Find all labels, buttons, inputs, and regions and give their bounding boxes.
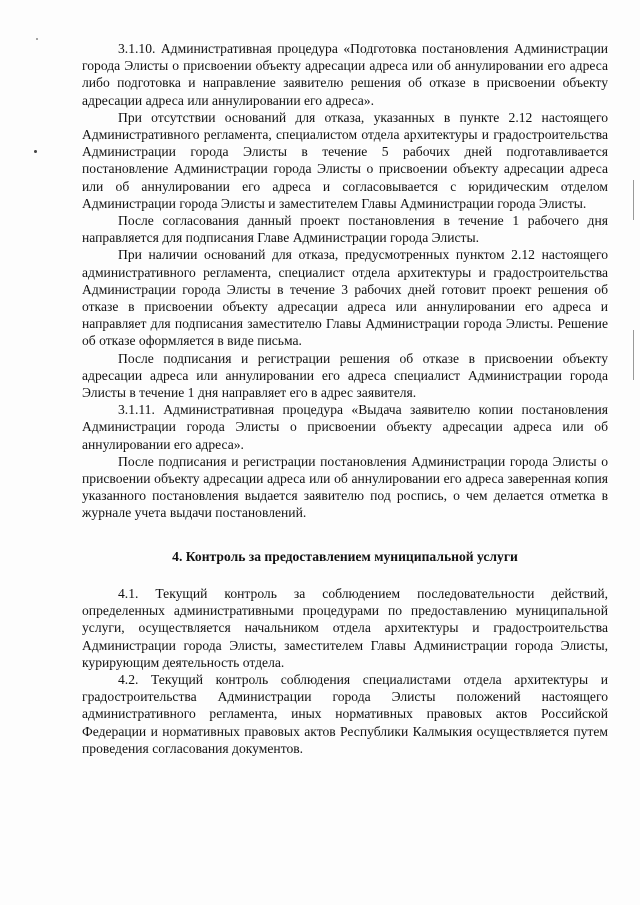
paragraph-4-2: 4.2. Текущий контроль соблюдения специалистами отдела архитектуры и градостроительства Администрации города Элисты положений настоящего административного регламента, иных нормативных правовых актов Российской Федерации и нормативных правовых актов Республики Калмыкия осуществляется путем проведения согласования документов. (82, 671, 608, 756)
paragraph-copy-issued: После подписания и регистрации постановления Администрации города Элисты о присвоении объекту адресации адреса или об аннулировании его адреса заверенная копия указанного постановления выдается заявителю под роспись, о чем делается отметка в журнале учета выдачи постановлений. (82, 453, 608, 521)
paragraph-4-1: 4.1. Текущий контроль за соблюдением последовательности действий, определенных административными процедурами по предоставлению муниципальной услуги, осуществляется начальником отдела архитектуры и градостроительства Администрации города Элисты, заместителем Главы Администрации города Элисты, курирующим деятельность отдела. (82, 585, 608, 670)
scan-edge-line (633, 180, 634, 220)
document-body (82, 40, 608, 757)
scan-speck (36, 38, 38, 40)
paragraph-grounds-refusal: При наличии оснований для отказа, предусмотренных пунктом 2.12 настоящего административного регламента, специалист отдела архитектуры и градостроительства Администрации города Элисты в течение 3 рабочих дней готовит проект решения об отказе в присвоении объекту адресации адреса или аннулировании его адреса и направляет для подписания заместителю Главы Администрации города Элисты. Решение об отказе оформляется в виде письма. (82, 247, 608, 349)
paragraph-refusal-sent: После подписания и регистрации решения об отказе в присвоении объекту адресации адреса или аннулировании его адреса специалист Администрации города Элисты в течение 1 дня направляет его в адрес заявителя. (82, 350, 608, 401)
section-heading: 4. Контроль за предоставлением муниципальной услуги (172, 548, 518, 564)
paragraph-no-grounds: При отсутствии оснований для отказа, указанных в пункте 2.12 настоящего Административного регламента, специалистом отдела архитектуры и градостроительства Администрации города Элисты в течение 5 рабочих дней подготавливается постановление Администрации города Элисты о присвоении объекту адресации адреса или об аннулировании его адреса и согласовывается с юридическим отделом Администрации города Элисты и заместителем Главы Администрации города Элисты. (82, 109, 608, 211)
paragraph-3-1-10: 3.1.10. Административная процедура «Подготовка постановления Администрации города Элисты о присвоении объекту адресации адреса или об аннулировании его адреса либо подготовка и направление заявителю решения об отказе в присвоении объекту адресации адреса или аннулировании его адреса». (82, 41, 608, 108)
paragraph-3-1-11: 3.1.11. Административная процедура «Выдача заявителю копии постановления Администрации города Элисты о присвоении объекту адресации адреса или об аннулировании его адреса». (82, 402, 608, 452)
paragraph-after-approval: После согласования данный проект постановления в течение 1 рабочего дня направляется для подписания Главе Администрации города Элисты. (82, 213, 608, 246)
scan-speck (34, 150, 37, 153)
scan-edge-line (633, 330, 634, 380)
